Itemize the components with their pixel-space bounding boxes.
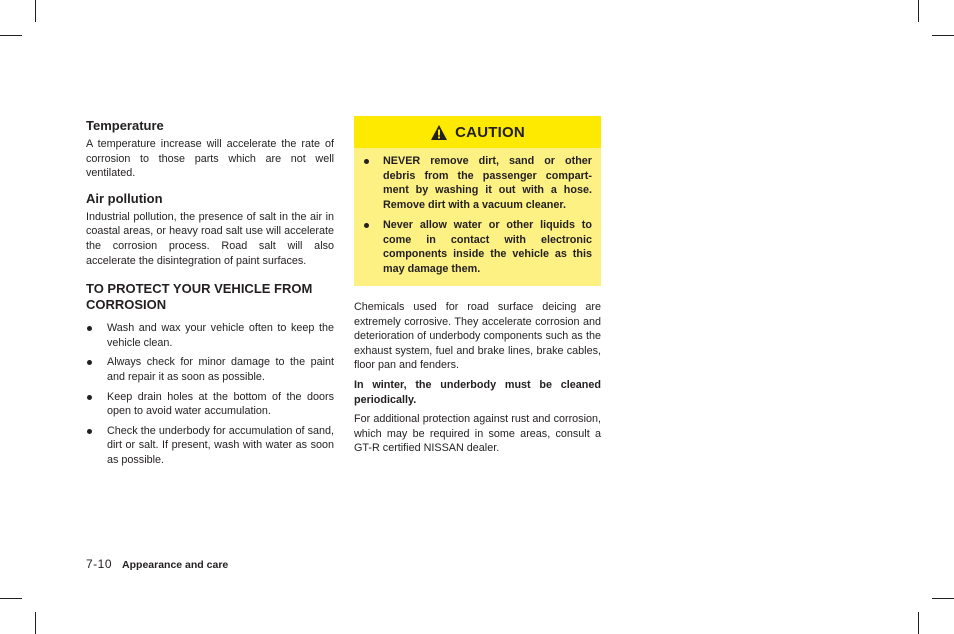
caution-header <box>354 116 601 148</box>
bullet-icon <box>87 395 92 400</box>
deicing-paragraph: Chemicals used for road surface deicing are extremely corrosive. They accelerate corrosion and deterioration of underbody components such as the exhaust system, fuel and brake lines, brake cables, floor pan and fenders. <box>354 301 601 372</box>
crop-mark <box>932 35 954 36</box>
protect-heading: TO PROTECT YOUR VEHICLE FROM CORROSION <box>86 281 313 313</box>
bullet-icon <box>87 429 92 434</box>
section-title: Appearance and care <box>122 559 229 571</box>
page-footer <box>86 557 228 571</box>
caution-item-text: Never allow water or other liquids to come in contact with electronic components inside the vehicle as this may damage them. <box>383 219 592 275</box>
caution-item <box>363 218 592 276</box>
crop-mark <box>35 612 36 634</box>
caution-box <box>354 116 601 286</box>
list-item <box>86 321 334 350</box>
list-item-text: Keep drain holes at the bottom of the doors open to avoid water accumulation. <box>107 390 334 418</box>
bullet-icon <box>87 360 92 365</box>
middle-column <box>354 116 601 461</box>
list-item <box>86 355 334 384</box>
bullet-icon <box>364 223 369 228</box>
bullet-icon <box>364 159 369 164</box>
list-item <box>86 424 334 468</box>
bullet-icon <box>87 326 92 331</box>
crop-mark <box>0 35 22 36</box>
caution-list <box>354 148 601 286</box>
temperature-heading: Temperature <box>86 118 164 133</box>
crop-mark <box>35 0 36 22</box>
caution-item-text: NEVER remove dirt, sand or other debris from the passenger compart-ment by washing it out with a hose. Remove dirt with a vacuum cleaner. <box>383 155 592 211</box>
left-column <box>86 118 334 473</box>
temperature-text: A temperature increase will accelerate the rate of corrosion to those parts which are not well ventilated. <box>86 138 334 180</box>
crop-mark <box>918 0 919 22</box>
list-item <box>86 390 334 419</box>
air-pollution-text: Industrial pollution, the presence of salt in the air in coastal areas, or heavy road salt use will accelerate the corrosion process. Road salt will also accelerate the disintegration of paint surfaces. <box>86 210 334 267</box>
crop-mark <box>932 598 954 599</box>
deicing-text <box>354 300 601 456</box>
crop-mark <box>0 598 22 599</box>
list-item-text: Wash and wax your vehicle often to keep the vehicle clean. <box>107 322 334 349</box>
winter-note: In winter, the underbody must be cleaned periodically. <box>354 378 601 406</box>
protect-list <box>86 321 334 467</box>
page-number: 7-10 <box>86 557 113 571</box>
list-item-text: Always check for minor damage to the paint and repair it as soon as possible. <box>107 356 334 383</box>
crop-mark <box>918 612 919 634</box>
list-item-text: Check the underbody for accumulation of sand, dirt or salt. If present, wash with water as soon as possible. <box>107 424 334 466</box>
air-pollution-heading: Air pollution <box>86 190 163 206</box>
dealer-paragraph: For additional protection against rust and corrosion, which may be required in some areas, consult a GT-R certified NISSAN dealer. <box>354 413 601 455</box>
caution-item <box>363 154 592 212</box>
warning-triangle-icon <box>430 124 448 141</box>
caution-title: CAUTION <box>455 123 525 141</box>
